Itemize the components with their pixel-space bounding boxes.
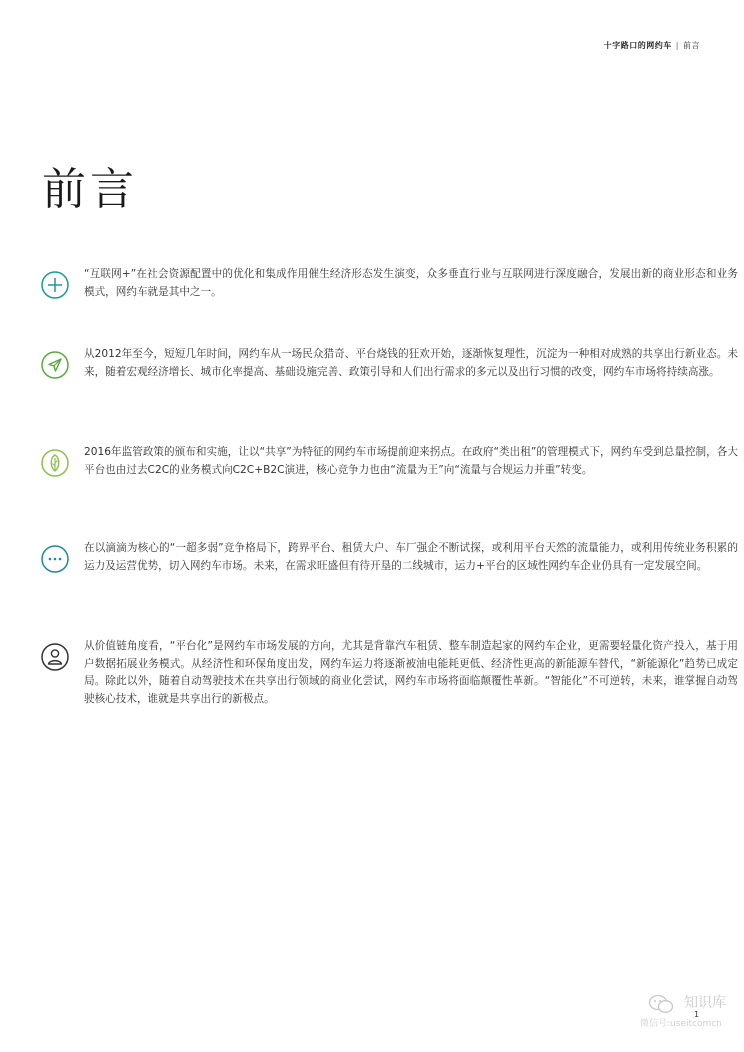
section-text: 在以滴滴为核心的“一超多弱”竞争格局下，跨界平台、租赁大户、车厂强企不断试探，或利用平台天然的流量能力，或利用传统业务积累的运力及运营优势，切入网约车市场。未来，在需求旺盛但有待开垦的二线城市，运力+平台的区域性网约车企业仍具有一定发展空间。 [84, 542, 738, 572]
plus-circle-icon [40, 270, 70, 300]
report-title: 十字路口的网约车 [603, 41, 672, 50]
watermark-id: 微信号:useitcomcn [640, 1019, 722, 1029]
section-name: 前言 [683, 41, 700, 50]
header-separator: | [675, 41, 679, 50]
page-header [604, 40, 700, 51]
watermark-name: 知识库 [684, 995, 726, 1011]
section-text: 从价值链角度看，“平台化”是网约车市场发展的方向，尤其是背靠汽车租赁、整车制造起家的网约车企业，更需要轻量化资产投入，基于用户数据拓展业务模式。从经济性和环保角度出发，网约车运力将逐渐被油电能耗更低、经济性更高的新能源车替代，“新能源化”趋势已成定局。除此以外，随着自动驾驶技术在共享出行领域的商业化尝试，网约车市场将面临颠覆性革新。“智能化”不可逆转，未来，谁掌握自动驾驶核心技术，谁就是共享出行的新极点。 [84, 640, 738, 705]
page-title: 前言 [42, 164, 138, 215]
wechat-icon [648, 994, 674, 1014]
wechat-watermark [640, 992, 744, 1036]
section-text: 2016年监管政策的颁布和实施，让以“共享”为特征的网约车市场提前迎来拐点。在政府“类出租”的管理模式下，网约车受到总量控制，各大平台也由过去C2C的业务模式向C2C+B2C演进，核心竞争力也由“流量为王”向“流量与合规运力并重”转变。 [84, 446, 738, 476]
ellipsis-circle-icon [40, 544, 70, 574]
leaf-icon [40, 448, 70, 478]
section-text: 从2012年至今，短短几年时间，网约车从一场民众猎奇、平台烧钱的狂欢开始，逐渐恢复理性，沉淀为一种相对成熟的共享出行新业态。未来，随着宏观经济增长、城市化率提高、基础设施完善、政策引导和人们出行需求的多元以及出行习惯的改变，网约车市场将持续高涨。 [84, 348, 738, 378]
section-text: “互联网+”在社会资源配置中的优化和集成作用催生经济形态发生演变，众多垂直行业与互联网进行深度融合，发展出新的商业形态和业务模式，网约车就是其中之一。 [84, 268, 738, 298]
paper-plane-icon [40, 350, 70, 380]
page-number: 1 [694, 1010, 700, 1019]
person-circle-icon [40, 642, 70, 672]
